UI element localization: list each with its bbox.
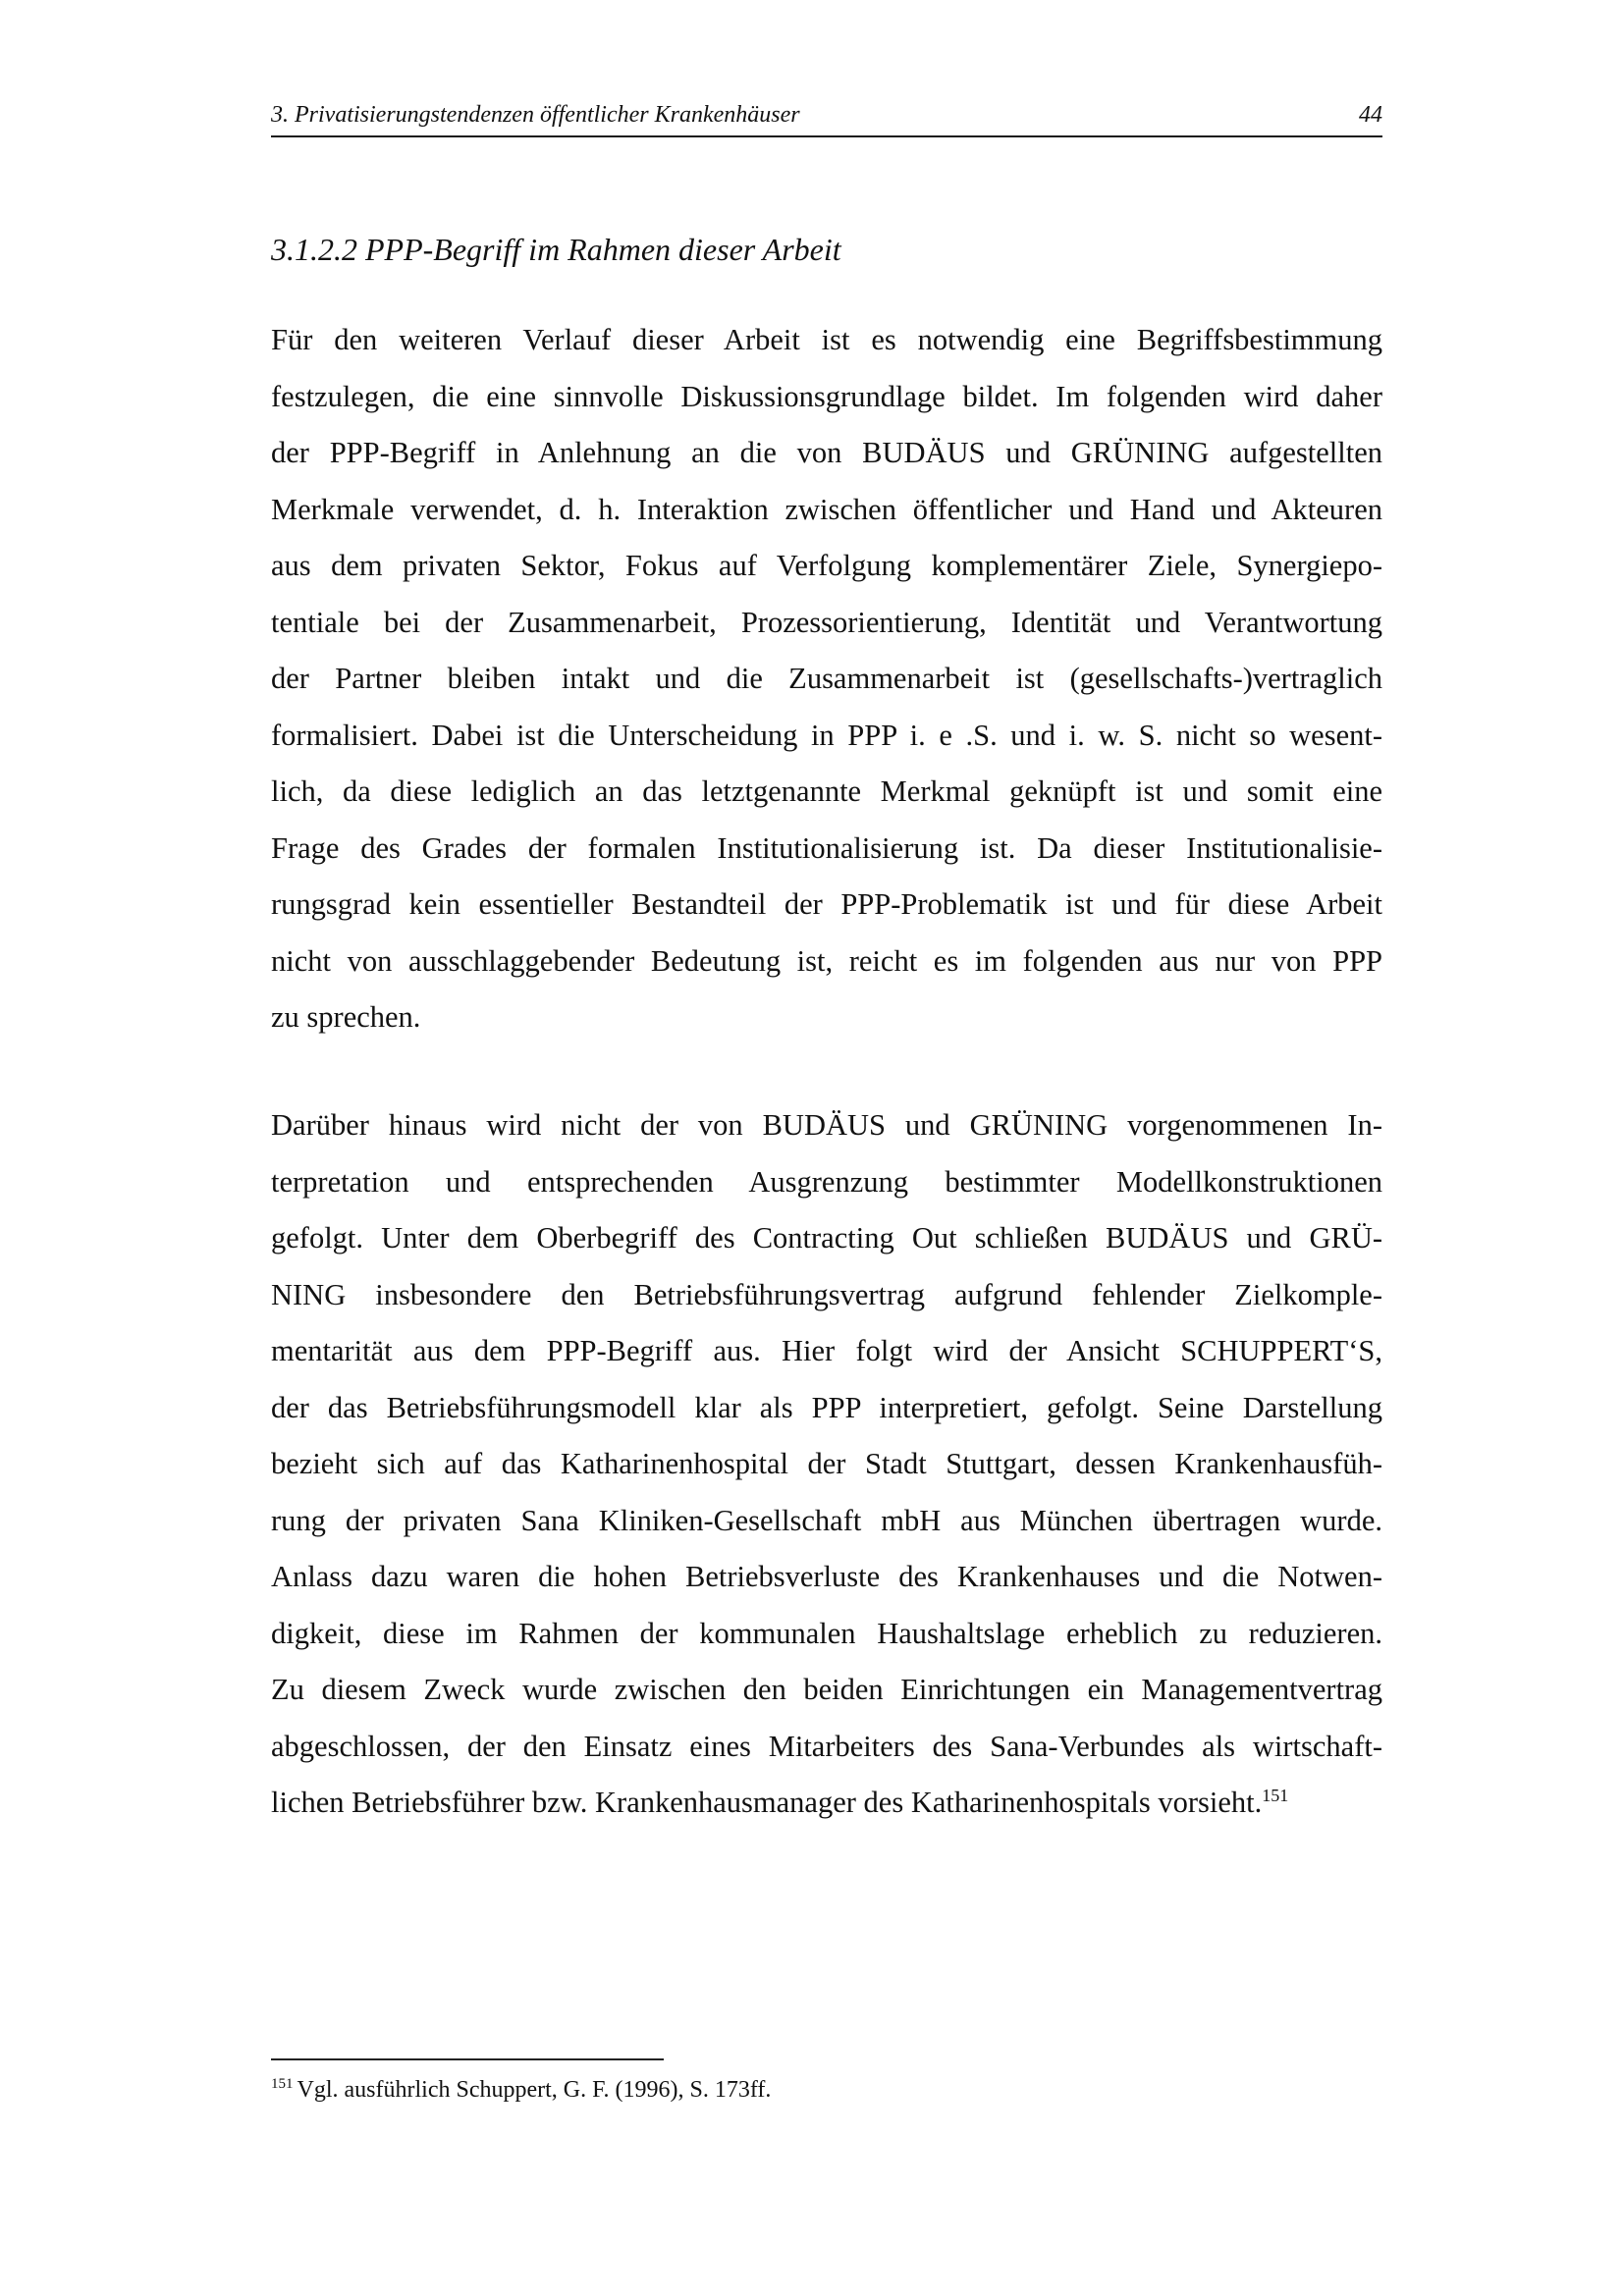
footnote-text: Vgl. ausführlich Schuppert, G. F. (1996), S. 173ff. bbox=[297, 2077, 772, 2103]
text-line: Frage des Grades der formalen Institutionalisierung ist. Da dieser Institutionalisie- bbox=[271, 830, 1382, 865]
text-line: aus dem privaten Sektor, Fokus auf Verfolgung komplementärer Ziele, Synergiepo- bbox=[271, 549, 1382, 582]
text-line: der Partner bleiben intakt und die Zusammenarbeit ist (gesellschafts-)vertraglich bbox=[271, 662, 1382, 695]
text-line: der PPP-Begriff in Anlehnung an die von BUDÄUS und GRÜNING aufgestellten bbox=[271, 436, 1382, 469]
text-line: bezieht sich auf das Katharinenhospital der Stadt Stuttgart, dessen Krankenhausfüh- bbox=[271, 1447, 1382, 1480]
text-line: digkeit, diese im Rahmen der kommunalen Haushaltslage erheblich zu reduzieren. bbox=[271, 1616, 1382, 1650]
text-line bbox=[271, 1775, 1382, 1832]
text-line: Für den weiteren Verlauf dieser Arbeit ist es notwendig eine Begriffsbestimmung bbox=[271, 323, 1382, 356]
text-line: festzulegen, die eine sinnvolle Diskussionsgrundlage bildet. Im folgenden wird daher bbox=[271, 379, 1382, 413]
text-line: terpretation und entsprechenden Ausgrenzung bestimmter Modellkonstruktionen bbox=[271, 1164, 1382, 1199]
text-line: abgeschlossen, der den Einsatz eines Mitarbeiters des Sana-Verbundes als wirtschaft- bbox=[271, 1729, 1382, 1763]
text-line: mentarität aus dem PPP-Begriff aus. Hier folgt wird der Ansicht SCHUPPERT‘S, bbox=[271, 1334, 1382, 1367]
section-heading: 3.1.2.2 PPP-Begriff im Rahmen dieser Arbeit bbox=[271, 232, 841, 267]
footnote-number: 151 bbox=[271, 2076, 294, 2092]
text-line: gefolgt. Unter dem Oberbegriff des Contracting Out schließen BUDÄUS und GRÜ- bbox=[271, 1221, 1382, 1255]
text-line: tentiale bei der Zusammenarbeit, Prozessorientierung, Identität und Verantwortung bbox=[271, 605, 1382, 639]
text-line: nicht von ausschlaggebender Bedeutung ist, reicht es im folgenden aus nur von PPP bbox=[271, 943, 1382, 978]
running-header bbox=[271, 98, 1382, 137]
text-line: formalisiert. Dabei ist die Unterscheidung in PPP i. e .S. und i. w. S. nicht so wesent- bbox=[271, 718, 1382, 752]
text-line: lich, da diese lediglich an das letztgenannte Merkmal geknüpft ist und somit eine bbox=[271, 774, 1382, 808]
text-line: Anlass dazu waren die hohen Betriebsverluste des Krankenhauses und die Notwen- bbox=[271, 1560, 1382, 1593]
text-line: Darüber hinaus wird nicht der von BUDÄUS und GRÜNING vorgenommenen In- bbox=[271, 1108, 1382, 1142]
text-line: rung der privaten Sana Kliniken-Gesellschaft mbH aus München übertragen wurde. bbox=[271, 1503, 1382, 1537]
text-line: der das Betriebsführungsmodell klar als PPP interpretiert, gefolgt. Seine Darstellung bbox=[271, 1390, 1382, 1424]
text-line: rungsgrad kein essentieller Bestandteil der PPP-Problematik ist und für diese Arbeit bbox=[271, 887, 1382, 921]
paragraph-1 bbox=[271, 312, 1382, 1046]
page-number: 44 bbox=[1359, 102, 1382, 128]
text-line: NING insbesondere den Betriebsführungsvertrag aufgrund fehlender Zielkomple- bbox=[271, 1277, 1382, 1311]
paragraph-2 bbox=[271, 1097, 1382, 1832]
footnote-reference[interactable]: 151 bbox=[1262, 1785, 1289, 1805]
chapter-title: 3. Privatisierungstendenzen öffentlicher Krankenhäuser bbox=[271, 102, 800, 128]
text-line: Merkmale verwendet, d. h. Interaktion zwischen öffentlicher und Hand und Akteuren bbox=[271, 492, 1382, 526]
last-line-text: lichen Betriebsführer bzw. Krankenhausmanager des Katharinenhospitals vorsieht. bbox=[271, 1786, 1263, 1819]
footnote bbox=[271, 2072, 1382, 2108]
text-line: Zu diesem Zweck wurde zwischen den beiden Einrichtungen ein Managementvertrag bbox=[271, 1673, 1382, 1706]
footnote-divider bbox=[271, 2058, 664, 2060]
text-line: zu sprechen. bbox=[271, 1000, 421, 1034]
